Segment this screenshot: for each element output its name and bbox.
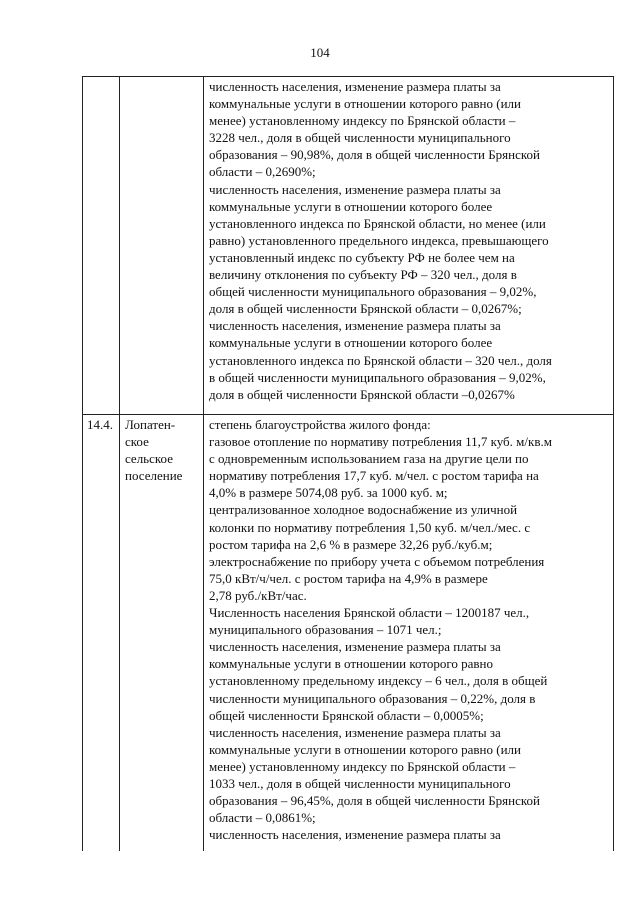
description-cell	[204, 77, 614, 415]
description-cell	[204, 415, 614, 852]
text-line: численность населения, изменение размера платы за	[209, 318, 501, 334]
text-line: ское	[125, 434, 149, 450]
text-line: колонки по нормативу потребления 1,50 куб. м/чел./мес. с	[209, 519, 531, 535]
text-line: коммунальные услуги в отношении которого равно	[209, 656, 494, 672]
text-line: коммунальные услуги в отношении которого более	[209, 335, 493, 351]
text-line: установленного индекса по Брянской области – 320 чел., доля	[209, 352, 552, 368]
text-line: коммунальные услуги в отношении которого равно (или	[209, 96, 521, 112]
table-row	[83, 77, 614, 415]
text-line: численность населения, изменение размера платы за	[209, 724, 501, 740]
document-table	[82, 76, 614, 851]
text-line: коммунальные услуги в отношении которого равно (или	[209, 741, 521, 757]
text-line: Численность населения Брянской области – 1200187 чел.,	[209, 605, 530, 621]
text-line: Лопатен-	[125, 417, 176, 432]
text-line: сельское	[125, 451, 173, 467]
description-text	[204, 415, 613, 844]
text-line: в общей численности муниципального образования – 9,02%,	[209, 369, 546, 385]
text-line: 1033 чел., доля в общей численности муниципального	[209, 775, 511, 791]
row-number	[83, 77, 119, 78]
text-line: менее) установленному индексу по Брянской области –	[209, 758, 516, 774]
text-line: численности муниципального образования – 0,22%, доля в	[209, 690, 536, 706]
text-line: установленного индекса по Брянской области, но менее (или	[209, 215, 546, 231]
text-line: установленный индекс по субъекту РФ не более чем на	[209, 249, 515, 265]
text-line: 2,78 руб./кВт/час.	[209, 587, 307, 603]
text-line: области – 0,0861%;	[209, 810, 316, 826]
text-line: коммунальные услуги в отношении которого более	[209, 198, 493, 214]
text-line: степень благоустройства жилого фонда:	[209, 417, 431, 432]
text-line: установленному предельному индексу – 6 чел., доля в общей	[209, 673, 548, 689]
text-line: численность населения, изменение размера платы за	[209, 827, 501, 843]
text-line: доля в общей численности Брянской области – 0,0267%;	[209, 301, 522, 317]
text-line: централизованное холодное водоснабжение из уличной	[209, 502, 518, 518]
text-line: менее) установленному индексу по Брянской области –	[209, 113, 516, 129]
settlement-name-cell	[120, 415, 204, 852]
text-line: образования – 90,98%, доля в общей численности Брянской	[209, 147, 541, 163]
text-line: поселение	[125, 468, 183, 484]
text-line: ростом тарифа на 2,6 % в размере 32,26 руб./куб.м;	[209, 536, 493, 552]
page-number: 104	[310, 45, 330, 60]
text-line: общей численности муниципального образования – 9,02%,	[209, 284, 537, 300]
row-number-cell	[83, 77, 120, 415]
text-line: величину отклонения по субъекту РФ – 320 чел., доля в	[209, 267, 517, 283]
text-line: численность населения, изменение размера платы за	[209, 79, 501, 94]
text-line: с одновременным использованием газа на другие цели по	[209, 451, 529, 467]
text-line: 75,0 кВт/ч/чел. с ростом тарифа на 4,9% в размере	[209, 570, 488, 586]
text-line: численность населения, изменение размера платы за	[209, 181, 501, 197]
row-number-cell	[83, 415, 120, 852]
table-row	[83, 415, 614, 852]
text-line: равно) установленного предельного индекса, превышающего	[209, 232, 549, 248]
settlement-name-cell	[120, 77, 204, 415]
text-line: газовое отопление по нормативу потребления 11,7 куб. м/кв.м	[209, 434, 552, 450]
text-line: области – 0,2690%;	[209, 164, 316, 180]
text-line: образования – 96,45%, доля в общей численности Брянской	[209, 793, 541, 809]
settlement-name	[120, 415, 203, 484]
text-line: общей численности Брянской области – 0,0005%;	[209, 707, 484, 723]
text-line: доля в общей численности Брянской области –0,0267%	[209, 386, 515, 402]
description-text	[204, 77, 613, 404]
text-line: электроснабжение по прибору учета с объемом потребления	[209, 553, 545, 569]
text-line: муниципального образования – 1071 чел.;	[209, 622, 442, 638]
text-line: 3228 чел., доля в общей численности муниципального	[209, 130, 511, 146]
text-line: нормативу потребления 17,7 куб. м/чел. с ростом тарифа на	[209, 468, 539, 484]
row-number: 14.4.	[87, 417, 113, 432]
text-line: численность населения, изменение размера платы за	[209, 639, 501, 655]
text-line: 4,0% в размере 5074,08 руб. за 1000 куб. м;	[209, 485, 448, 501]
settlement-name	[120, 77, 203, 78]
